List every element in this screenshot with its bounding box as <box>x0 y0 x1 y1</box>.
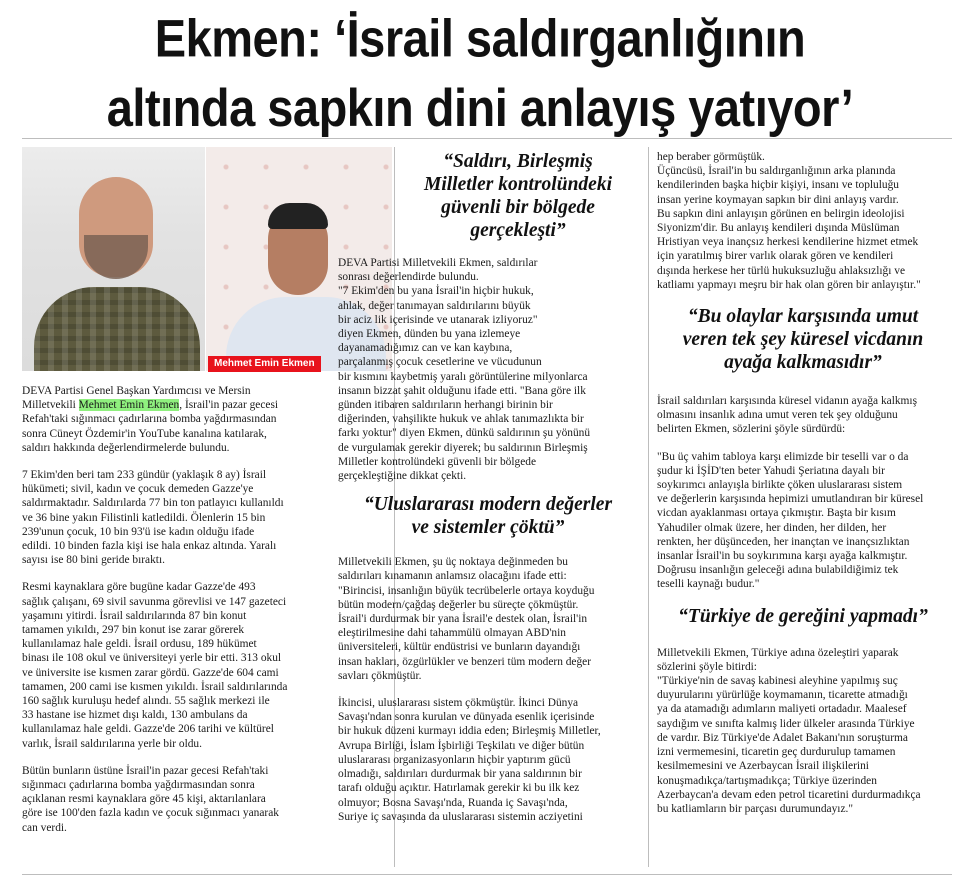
photo-caption: Mehmet Emin Ekmen <box>208 356 321 372</box>
col1-paragraph-2: 7 Ekim'den beri tam 233 gündür (yaklaşık 8 ay) İsrail hükümeti; sivil, kadın ve çocuk demeden Gazze'ye saldırmaktadır. Saldırılarda 77 bin ton patlayıcı kullanıldı ve 36 bine yakın Filistinli katledildi. Ölenlerin 15 bin 239'unun çocuk, 10 bin 93'ü ise kadın olduğu ifade edildi. 10 binden fazla kişi ise hala enkaz altında. Yaralı sayısı ise 80 bini geride bıraktı. <box>22 469 284 567</box>
headline-line-1: Ekmen: ‘İsrail saldırganlığının <box>154 8 806 68</box>
col3-paragraph-3: "Bu üç vahim tabloya karşı elimizde bir teselli var o da şudur ki İŞİD'ten beter Yahudi Şeriatına dayalı bir soykırımcı anlayışla birlikte çöken uluslararası sistem ve değerlerin karşısında hepimizi umutlandıran bir küresel vicdan ayaklanması ortaya çıkmıştır. Başta bir kısım Yahudiler olmak üzere, her dinden, her dilden, her renkten, her düşünceden, her inançtan ve inançsızlıktan insanlar İsrail'in bu soykırımına karşı ayağa kalkmıştır. Doğrusu insanlığın geleceği adına bulabildiğimiz tek teselli kaynağı budur." <box>657 450 924 591</box>
subheading-global-conscience: “Bu olaylar karşısında umut veren tek şey küresel vicdanın ayağa kalkmasıdır” <box>682 306 924 374</box>
highlighted-name: Mehmet Emin Ekmen <box>78 399 180 412</box>
col2-paragraph-2: Milletvekili Ekmen, şu üç noktaya değinmeden bu saldırıları kınamanın anlamsız olacağını ifade etti: "Birincisi, insanlığın büyük tecrübelerle ortaya koyduğu bütün modern/çağdaş değerler bu süreçte çökmüştür. İsrail'i durdurmak bir yana İsrail'e destek olan, İsrail'in eleştirilmesine dahi tahammülü olmayan ABD'nin üniversiteleri, kültür endüstrisi ve bunların dayandığı insan hakları, özgürlükler ve benzeri tüm modern değer savları çökmüştür. <box>338 556 595 682</box>
subheading-turkey: “Türkiye de gereğini yapmadı” <box>678 605 928 627</box>
headline <box>0 4 960 143</box>
photo-cuneyt-ozdemir <box>22 147 205 371</box>
photo-hair <box>268 203 328 229</box>
col1-paragraph-4: Bütün bunların üstüne İsrail'in pazar gecesi Refah'taki sığınmacı çadırlarına bomba yağdırmasından sonra açıklanan resmi kaynaklara göre 45 kişi, aktarılanlara göre ise 100'den fazla kadın ve çocuk sığınmacı yanarak can verdi. <box>22 764 279 834</box>
column-1 <box>22 384 314 848</box>
col3-paragraph-4: Milletvekili Ekmen, Türkiye adına özeleştiri yaparak sözlerini şöyle bitirdi: "Türkiye'nin de savaş kabinesi aleyhine yapılmış suç duyurularını yürürlüğe koymamanın, ticarette atmadığı ya da atamadığı adımların maliyeti ortadadır. Maalesef saydığım ve sınıfta kalmış lider ülkeler arasında Türkiye de vardır. Biz Türkiye'de Adalet Bakanı'nın soruşturma izni vermemesini, ticaretin geç durdurulup tamamen kesilmemesini ve Azerbaycan İsrail ilişkilerini konuşmadıkça/tartışmadıkça; Türkiye üzerinden Azerbaycan'a devam eden petrol ticaretini durdurmadıkça bu katliamların bir parçası durumundayız." <box>657 646 921 815</box>
photo-beard <box>84 235 148 279</box>
col3-paragraph-2: İsrail saldırıları karşısında küresel vidanın ayağa kalkmış olmasını insanlık adına umut veren tek şey olduğunu belirten Ekmen, sözlerini şöyle sürdürdü: <box>657 395 918 436</box>
subheading-un-zone: “Saldırı, Birleşmiş Milletler kontrolündeki güvenli bir bölgede gerçekleşti” <box>424 151 612 241</box>
photo-shirt <box>34 287 200 371</box>
headline-line-2: altında sapkın dini anlayış yatıyor’ <box>106 77 854 138</box>
col1-paragraph-3: Resmi kaynaklara göre bugüne kadar Gazze'de 493 sağlık çalışanı, 69 sivil savunma görevlisi ve 147 gazeteci yaşamını yitirdi. İsrail saldırılarında 87 bin konut tamamen yıkıldı, 297 bin konut ise zarar görerek kullanılamaz hale geldi. İsrail ordusu, 189 hükümet binası ile 108 okul ve üniversiteyi yerle bir etti. 313 okul ve üniversite ise kısmen zarar gördü. Gazze'de 604 cami tamamen, 200 cami ise kısmen yıkıldı. İsrail saldırılarında 160 sağlık kuruluşu hedef alındı. 55 sağlık merkezi ile 33 hastane ise hizmet dışı kaldı, 130 ambulans da kullanılamaz hale geldi. Gazze'de 206 tarihi ve kültürel varlık, İsrail saldırılarına yerle bir oldu. <box>22 581 288 750</box>
col1-p1-text-end: , İsrail'in pazar gecesi Refah'taki sığınmacı çadırlarına bomba yağdırmasından sonra Cüneyt Özdemir'in YouTube kanalına katılarak, saldırı hakkında değerlendirmelerde bulundu. <box>22 399 279 454</box>
headline-rule <box>22 138 952 139</box>
col1-p1-text: DEVA Partisi Genel Başkan Yardımcısı ve Mersin Milletvekili <box>22 385 251 412</box>
col2-paragraph-1: DEVA Partisi Milletvekili Ekmen, saldırılar sonrası değerlendirde bulundu. "7 Ekim'den bu yana İsrail'in hiçbir hukuk, ahlak, değer tanımayan saldırılarını büyük bir aciz lik içerisinde ve utanarak izliyoruz" diyen Ekmen, dünden bu yana izlemeye dayanamadığımız can ve kan kaybına, parçalanmış çocuk cesetlerine ve vücudunun bir kısmını kaybetmiş yaralı görüntülerine milyonlarca insanın bizzat şahit olduğunu ifade etti. "Bana göre ilk günden itibaren saldırıların herhangi birinin bir diğerinden, vahşilikte hukuk ve ahlak tanımazlıkta bir farkı yoktur" diyen Ekmen, dünkü saldırının şu yönünü de vurgulamak gerekir diyerek; bu saldırının Birleşmiş Milletler kontrolündeki güvenli bir bölgede gerçekleştiğine dikkat çekti. <box>338 257 591 483</box>
subheading-international-values: “Uluslararası modern değerler ve sistemler çöktü” <box>363 494 613 539</box>
col3-paragraph-1: hep beraber görmüştük. Üçüncüsü, İsrail'in bu saldırganlığının arka planında kendilerinden başka hiçbir kişiyi, insanı ve topluluğu insan yerine koymayan sapkın bir dini anlayış vardır. Bu sapkın dini anlayışın görünen en belirgin ideolojisi Siyonizm'dir. Bu anlayış kendileri dışında Müslüman Hristiyan veya inançsız herkesi kendilerine hizmet etmek için yaratılmış birer varlık olarak gören ve kendileri dışında herkese her türlü hukuksuzluğu ahlaksızlığı ve katliamı yapmayı meşru bir hak olan gören bir anlayıştır." <box>657 151 921 291</box>
col2-paragraph-3: İkincisi, uluslararası sistem çökmüştür. İkinci Dünya Savaşı'ndan sonra kurulan ve dünyada esenlik içerisinde bir hukuk düzeni kurmayı iddia eden; Birleşmiş Milletler, Avrupa Birliği, İslam İşbirliği Teşkilatı ve diğer bütün uluslararası organizasyonların hiçbir yaptırım gücü olmadığı, saldırıları durdurmak bir yana saldırının bir tarafı olduğu açıktır. Hatırlamak gerekir ki bu ilk kez olmuyor; Bosna Savaşı'nda, Ruanda iç Savaşı'nda, Suriye iç savaşında da uluslararası sistemin acziyetini <box>338 697 601 823</box>
bottom-rule <box>22 874 952 875</box>
col1-paragraph-1 <box>22 384 314 455</box>
column-2 <box>338 150 638 837</box>
column-3 <box>657 150 949 829</box>
column-divider-2 <box>648 147 649 867</box>
